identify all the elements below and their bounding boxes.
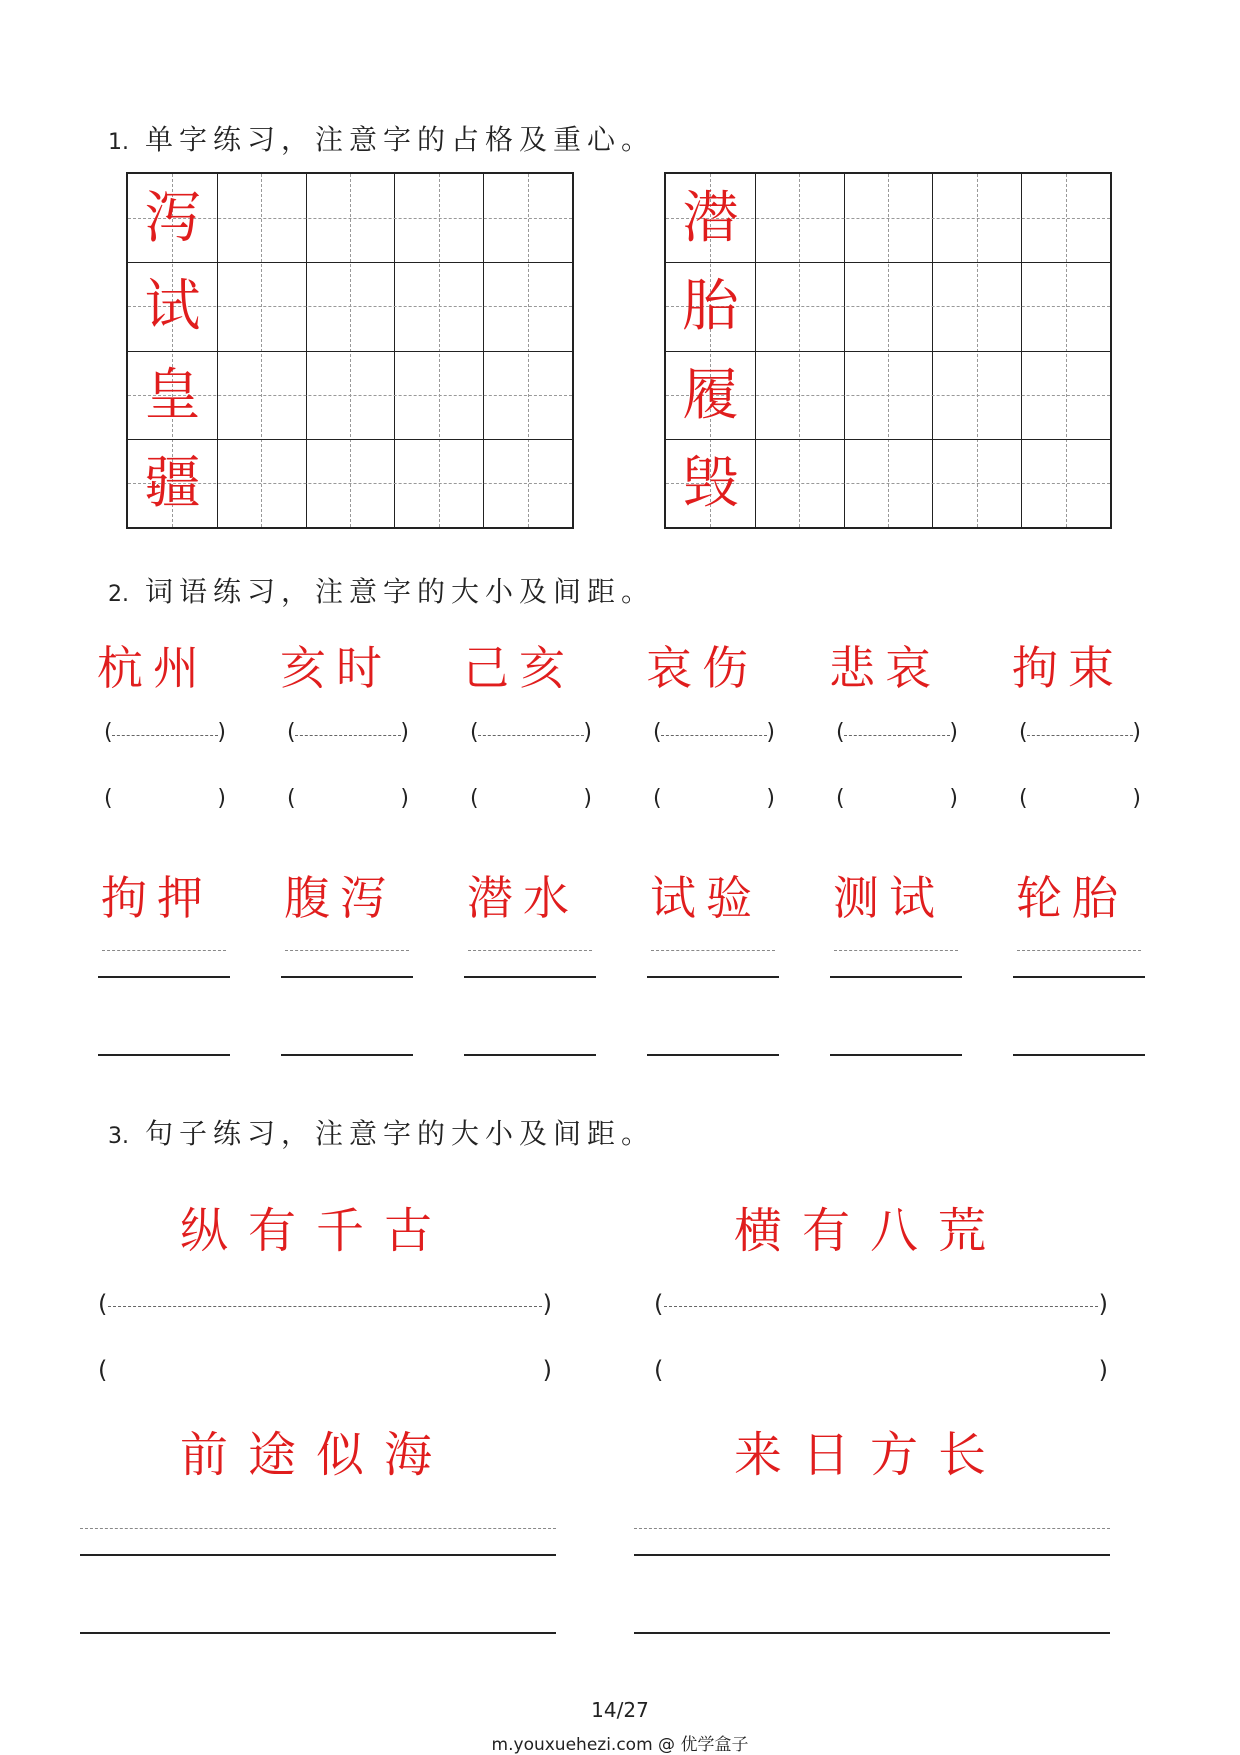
pinyin-dashed-guide (108, 1306, 542, 1307)
pinyin-dashed-guide (661, 735, 767, 736)
paren-open: ( (1019, 786, 1028, 811)
phrase-2: 横有八荒 (733, 1203, 1006, 1259)
pinyin-paren-dashed[interactable] (104, 720, 226, 750)
word-row1-item: 杭州 (97, 641, 209, 695)
writing-line[interactable] (1013, 976, 1145, 978)
paren-open: ( (104, 786, 113, 811)
writing-dashed-guide (834, 950, 958, 951)
phrase-3: 前途似海 (179, 1427, 452, 1483)
paren-open: ( (1019, 720, 1028, 745)
writing-line[interactable] (830, 1054, 962, 1056)
word-row1-item: 拘束 (1012, 641, 1124, 695)
writing-line[interactable] (1013, 1054, 1145, 1056)
word-row2-item: 测试 (833, 871, 945, 925)
section1-title: 单字练习，注意字的占格及重心。 (145, 123, 656, 156)
pinyin-dashed-guide (664, 1306, 1098, 1307)
pinyin-paren-dashed[interactable] (836, 720, 958, 750)
paren-close: ) (583, 720, 592, 745)
paren-open: ( (654, 1356, 664, 1384)
tianzige-grid-right (664, 172, 1112, 529)
word-row2-item: 腹泻 (284, 871, 396, 925)
writing-line[interactable] (464, 1054, 596, 1056)
word-row2-item: 试验 (650, 871, 762, 925)
model-character: 皇 (144, 362, 201, 428)
paren-close: ) (217, 786, 226, 811)
paren-open: ( (98, 1356, 108, 1384)
tianzige-grid-left (126, 172, 574, 529)
pinyin-dashed-guide (478, 735, 584, 736)
writing-dashed-guide (468, 950, 592, 951)
paren-close: ) (949, 786, 958, 811)
paren-close: ) (583, 786, 592, 811)
pinyin-paren-dashed[interactable] (653, 720, 775, 750)
section2-title: 词语练习，注意字的大小及间距。 (145, 575, 656, 608)
site-credit: m.youxuehezi.com @ 优学盒子 (491, 1735, 749, 1755)
model-character: 潜 (682, 186, 739, 251)
paren-close: ) (1098, 1290, 1108, 1318)
word-row2-item: 轮胎 (1016, 871, 1128, 925)
pinyin-dashed-guide (112, 735, 218, 736)
writing-dashed-guide (651, 950, 775, 951)
writing-line[interactable] (634, 1554, 1110, 1556)
pinyin-paren-blank[interactable] (470, 786, 592, 816)
model-character: 泻 (144, 186, 201, 251)
writing-line[interactable] (281, 976, 413, 978)
writing-dashed-guide (102, 950, 226, 951)
paren-open: ( (654, 1290, 664, 1318)
word-row1-item: 己亥 (463, 641, 575, 695)
writing-line[interactable] (80, 1632, 556, 1634)
pinyin-paren-dashed-2[interactable] (654, 1290, 1108, 1322)
section2-number: 2. (108, 582, 129, 607)
writing-line[interactable] (98, 1054, 230, 1056)
paren-close: ) (1132, 786, 1141, 811)
paren-open: ( (836, 786, 845, 811)
model-character: 履 (682, 362, 739, 428)
pinyin-paren-blank[interactable] (287, 786, 409, 816)
writing-dashed-guide (1017, 950, 1141, 951)
section1-number: 1. (108, 130, 129, 155)
pinyin-dashed-guide (1027, 735, 1133, 736)
pinyin-dashed-guide (844, 735, 950, 736)
writing-line[interactable] (634, 1632, 1110, 1634)
writing-line[interactable] (98, 976, 230, 978)
word-row1-item: 哀伤 (646, 641, 758, 695)
word-row2-item: 拘押 (101, 871, 213, 925)
paren-open: ( (287, 720, 296, 745)
paren-close: ) (542, 1356, 552, 1384)
section2-heading (108, 570, 655, 610)
writing-dashed-guide (634, 1528, 1110, 1529)
paren-close: ) (542, 1290, 552, 1318)
word-row2-item: 潜水 (467, 871, 579, 925)
paren-open: ( (98, 1290, 108, 1318)
paren-open: ( (836, 720, 845, 745)
pinyin-paren-blank-2[interactable] (654, 1356, 1108, 1388)
paren-open: ( (287, 786, 296, 811)
pinyin-paren-blank[interactable] (653, 786, 775, 816)
paren-close: ) (766, 720, 775, 745)
writing-dashed-guide (80, 1528, 556, 1529)
paren-close: ) (1098, 1356, 1108, 1384)
section1-heading (108, 118, 655, 158)
paren-open: ( (470, 720, 479, 745)
section3-heading (108, 1112, 655, 1152)
writing-dashed-guide (285, 950, 409, 951)
writing-line[interactable] (464, 976, 596, 978)
model-character: 胎 (682, 274, 739, 340)
section3-title: 句子练习，注意字的大小及间距。 (145, 1117, 656, 1150)
pinyin-paren-dashed-1[interactable] (98, 1290, 552, 1322)
paren-close: ) (400, 720, 409, 745)
paren-close: ) (949, 720, 958, 745)
phrase-1: 纵有千古 (179, 1203, 452, 1259)
paren-open: ( (104, 720, 113, 745)
pinyin-dashed-guide (295, 735, 401, 736)
writing-line[interactable] (80, 1554, 556, 1556)
pinyin-paren-blank[interactable] (836, 786, 958, 816)
paren-open: ( (653, 720, 662, 745)
phrase-4: 来日方长 (733, 1427, 1006, 1483)
pinyin-paren-dashed[interactable] (1019, 720, 1141, 750)
pinyin-paren-dashed[interactable] (470, 720, 592, 750)
page-number: 14/27 (591, 1698, 649, 1722)
section3-number: 3. (108, 1124, 129, 1149)
model-character: 毁 (682, 450, 739, 516)
paren-close: ) (1132, 720, 1141, 745)
writing-line[interactable] (647, 976, 779, 978)
word-row1-item: 亥时 (280, 641, 392, 695)
paren-close: ) (400, 786, 409, 811)
model-character: 试 (144, 274, 201, 340)
paren-close: ) (766, 786, 775, 811)
writing-line[interactable] (647, 1054, 779, 1056)
writing-line[interactable] (830, 976, 962, 978)
pinyin-paren-blank[interactable] (1019, 786, 1141, 816)
paren-close: ) (217, 720, 226, 745)
pinyin-paren-dashed[interactable] (287, 720, 409, 750)
writing-line[interactable] (281, 1054, 413, 1056)
pinyin-paren-blank-1[interactable] (98, 1356, 552, 1388)
pinyin-paren-blank[interactable] (104, 786, 226, 816)
word-row1-item: 悲哀 (829, 641, 941, 695)
paren-open: ( (653, 786, 662, 811)
paren-open: ( (470, 786, 479, 811)
model-character: 疆 (144, 450, 201, 516)
